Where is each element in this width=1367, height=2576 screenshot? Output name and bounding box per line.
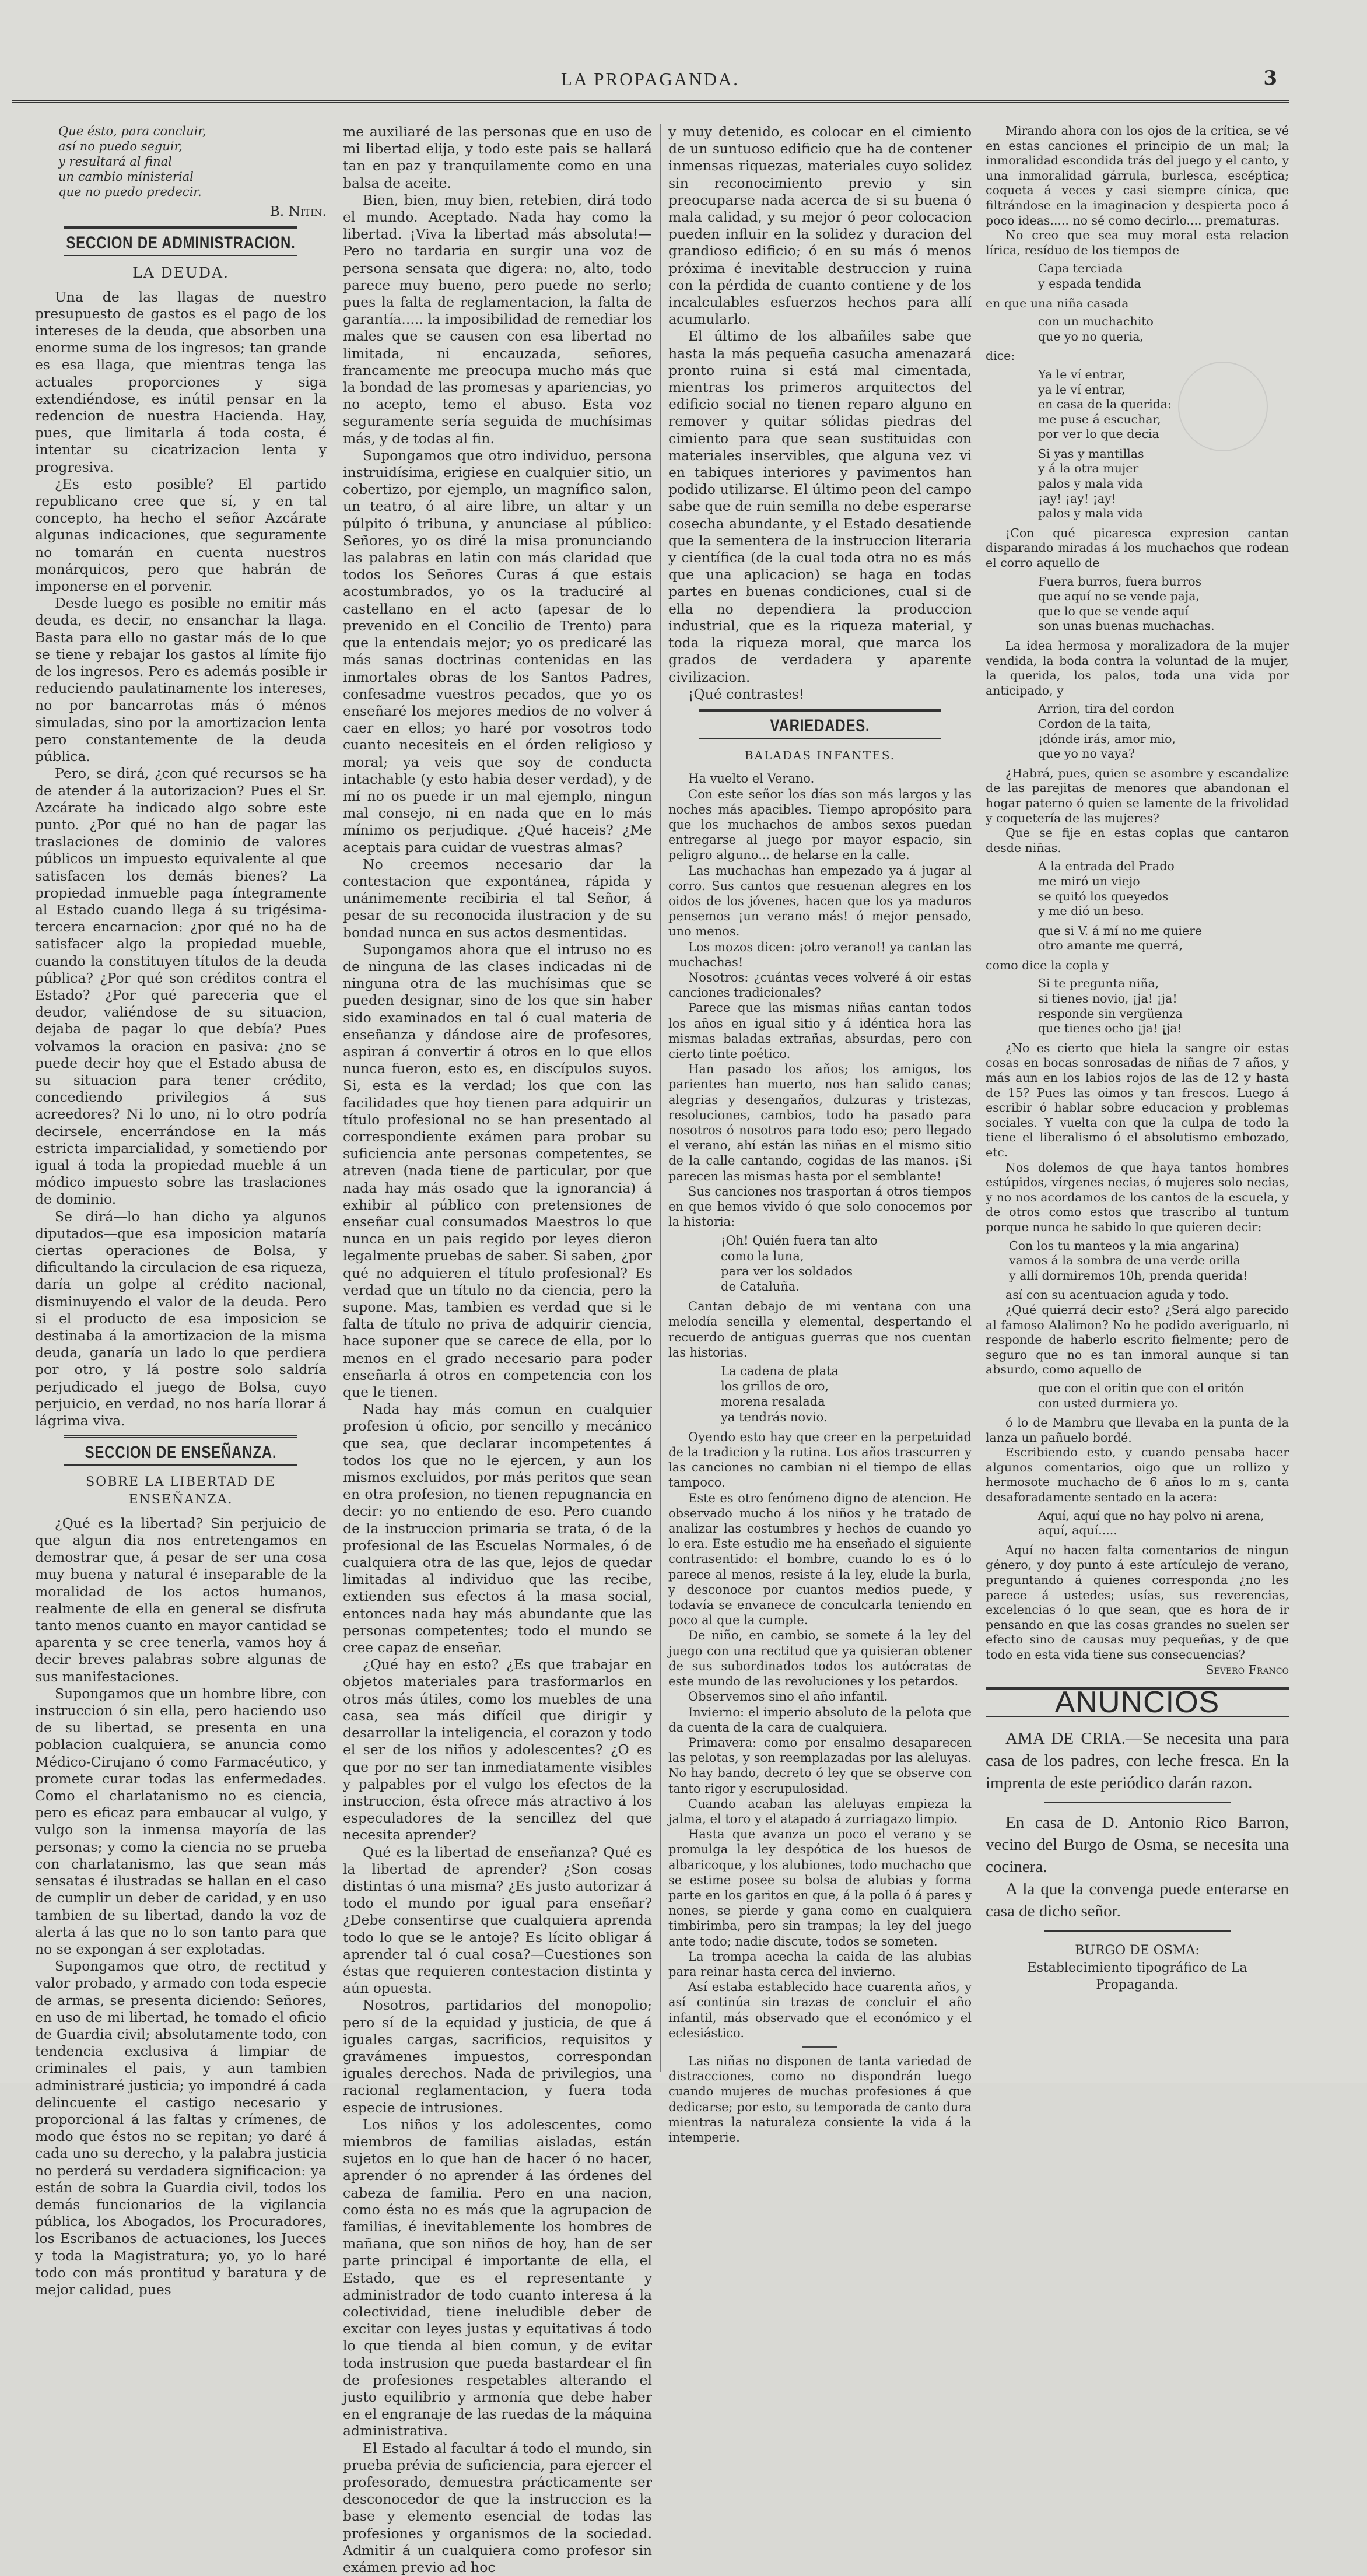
article-text: dice: xyxy=(986,349,1015,363)
verse: palos y mala vida xyxy=(1038,476,1143,491)
section-heading-variedades: VARIEDADES. xyxy=(699,709,941,739)
verse: para ver los soldados xyxy=(721,1264,853,1278)
song-verse xyxy=(721,1233,972,1294)
verse: Cordon de la taita, xyxy=(1038,716,1152,731)
advertisements xyxy=(986,1727,1289,1993)
verse: en casa de la querida: xyxy=(1038,397,1172,412)
article-paragraph: Parece que las mismas niñas cantan todos los años en igual sitio y á idéntica hora las mismas baladas extrañas, absurdas, pero con cierto tinte poético. xyxy=(668,1001,972,1061)
article-paragraph: Nada hay más comun en cualquier profesion ú oficio, por sencillo y mecánico que sea, que declarar incompetentes á todos los que no le ejercen, y aun los mismos excluidos, por más peritos que sean en otra profesion, no tienen repugnancia en decir: yo no entiendo de eso. Pero cuando de la instruccion primaria se trata, ó de la profesional de las Escuelas Normales, ó de cualquiera otra de las que, lejos de quedar limitadas al individuo que las recibe, extienden sus efectos á la masa social, entonces nada hay más abundante que las personas competentes; todo el mundo se cree capaz de enseñar. xyxy=(343,1401,652,1656)
column-2 xyxy=(343,124,652,2576)
verse: La cadena de plata xyxy=(721,1364,839,1379)
verse: Ya le ví entrar, xyxy=(1038,367,1126,381)
article-paragraph: No creo que sea muy moral esta relacion lírica, resíduo de los tiempos de xyxy=(986,228,1289,257)
ad-ama-de-cria: AMA DE CRIA.—Se necesita una para casa de los padres, con leche fresca. En la imprenta de este periódico darán razon. xyxy=(986,1729,1289,1793)
verse: y me dió un beso. xyxy=(1038,904,1144,919)
column-divider xyxy=(660,124,661,2072)
verse: ¡ay! ¡ay! ¡ay! xyxy=(1038,491,1116,506)
poem-ending xyxy=(58,124,327,199)
verse: A la entrada del Prado xyxy=(1038,859,1175,874)
verse: me miró un viejo xyxy=(1038,874,1140,888)
verse: como la luna, xyxy=(721,1249,804,1263)
verse: morena resalada xyxy=(721,1394,825,1409)
article-paragraph: Este es otro fenómeno digno de atencion. He observado mucho á los niños y he tratado de analizar las costumbres y hechos de cuando yo lo era. Este estudio me ha enseñado el siguiente contrasentido: el hombre, cuando lo es ó lo parece al menos, resiste á la ley, elude la burla, y desconoce por cuantos medios puede, y todavía se envanece de conculcarla teniendo en poco al que la cumple. xyxy=(668,1491,972,1628)
verse: me puse á escuchar, xyxy=(1038,412,1161,426)
separator xyxy=(1044,1930,1231,1932)
section-heading-ensenanza: SECCION DE ENSEÑANZA. xyxy=(64,1435,297,1466)
verse: que aquí no se vende paja, xyxy=(1038,589,1200,604)
article-paragraph: El Estado al facultar á todo el mundo, sin prueba prévia de suficiencia, para ejercer el profesorado, demuestra prácticamente ser desconocedor de que la instruccion es la base y elemento esencial de todas las profesiones y organismos de la sociedad. Admitir á un cualquiera como profesor sin exámen previo ad hoc xyxy=(343,2440,652,2576)
verse: aquí, aquí..... xyxy=(1038,1523,1117,1538)
article-paragraph: Se dirá—lo han dicho ya algunos diputados—que esa imposicion mataría ciertas operaciones de Bolsa, y dificultando la circulacion de esa riqueza, daría un golpe al crédito nacional, disminuyendo el valor de la deuda. Pero si el producto de esa imposicion se destinaba á la amortizacion de la misma deuda, ganaría un lado lo que perdiera por otro, y lá postre solo saldría perjudicado el juego de Bolsa, cuyo perjuicio, en verdad, no nos haría llorar á lágrima viva. xyxy=(35,1208,327,1429)
article-paragraph: Primavera: como por ensalmo desaparecen las pelotas, y son reemplazadas por las aleluyas. No hay bando, decreto ó ley que se observe con tanto rigor y escrupulosidad. xyxy=(668,1735,972,1796)
verse: vamos á la sombra de una verde orilla xyxy=(1009,1253,1240,1268)
verse: así no puedo seguir, xyxy=(58,139,183,153)
article-paragraph: Bien, bien, muy bien, retebien, dirá todo el mundo. Aceptado. Nada hay como la libertad. ¡Viva la libertad más absoluta!—Pero no tardaria en surgir una voz de persona sensata que digera: no, alto, todo parece muy bueno, pero puede no serlo; pues la falta de reglamentacion, la falta de garantía..... la imposibilidad de remediar los males que se causen con esa libertad no limitada, ni encauzada, señores, francamente me preocupa mucho más que la bondad de las promesas y apariencias, yo no acepto, temo el abuso. Esta voz seguramente sería seguida de muchísimas más, y de todas al fin. xyxy=(343,191,652,447)
song-verse xyxy=(1038,859,1289,919)
article-paragraph: ¿Qué es la libertad? Sin perjuicio de que algun dia nos entretengamos en demostrar que, á pesar de ser una cosa muy buena y natural é inseparable de la moralidad de los actos humanos, realmente de ella en general se disfruta tanto menos cuanto en mayor cantidad se aparenta y se cree tenerla, vamos hoy á decir breves palabras sobre algunas de sus manifestaciones. xyxy=(35,1515,327,1685)
song-verse xyxy=(1009,1239,1289,1284)
section-heading-administracion: SECCION DE ADMINISTRACION. xyxy=(64,226,297,256)
verse: que con el oritin que con el oritón xyxy=(1038,1380,1245,1395)
article-paragraph: ¡Con qué picaresca expresion cantan disparando miradas á los muchachos que rodean el corro aquello de xyxy=(986,525,1289,570)
ad-cocinera-contact: A la que la convenga puede enterarse en casa de dicho señor. xyxy=(986,1880,1289,1921)
article-paragraph: Nos dolemos de que haya tantos hombres estúpidos, vírgenes necias, ó mujeres solo necias, y no nos acordamos de los cantos de la escuela, y de otros como estos que trascribo al tuntum porque nunca he sabido lo que quieren decir: xyxy=(986,1160,1289,1234)
song-verse xyxy=(1038,1509,1289,1538)
article-paragraph: así con su acentuacion aguda y todo. xyxy=(1005,1288,1229,1302)
article-paragraph: me auxiliaré de las personas que en uso de mi libertad elija, y todo este pais se hallará tan en paz y tranquilamente como en una balsa de aceite. xyxy=(343,124,652,191)
article-paragraph: ¡Qué contrastes! xyxy=(688,685,805,702)
newspaper-title: LA PROPAGANDA. xyxy=(560,69,740,89)
article-paragraph: Han pasado los años; los amigos, los parientes han muerto, nos han salido canas; alegrias y desengaños, dulzuras y tristezas, resoluciones, cambios, todo ha pasado para nosotros ó nosotros para todo eso; pero llegado el verano, ahí están las niñas en el mismo sitio de la calle cantando, cogidas de las manos. ¡Si parecen las mismas hasta por el semblante! xyxy=(668,1062,972,1183)
verse: que si V. á mí no me quiere xyxy=(1038,923,1203,938)
article-paragraph: Pero, se dirá, ¿con qué recursos se ha de atender á la autorizacion? Pues el Sr. Azcárate ha indicado algo sobre este punto. ¿Por qué no han de pagar las traslaciones de dominio de valores públicos un impuesto equivalente al que satisfacen los demás bienes? La propiedad inmueble paga íntegramente al Estado cuando llega á su trigésima-tercera encarnacion: ¿por qué no ha de satisfacer algo la propiedad mueble, cuando la constituyen títulos de la deuda pública? ¿Por qué son créditos contra el Estado? ¿Por qué pareceria que el deudor, valiéndose de su situacion, dejaba de pagar lo que debía? Pues volvamos la oracion en pasiva: ¿no se puede decir hoy que el Estado abusa de su situacion para tener crédito, concediendo privilegios á sus acreedores? Ni lo uno, ni lo otro podría decirsele, encerrándose en la más estricta imparcialidad, y sometiendo por igual á toda la propiedad mueble á un módico impuesto sobre las traslaciones de dominio. xyxy=(35,765,327,1208)
verse: por ver lo que decia xyxy=(1038,427,1159,441)
verse: Fuera burros, fuera burros xyxy=(1038,574,1202,588)
article-paragraph: Nosotros: ¿cuántas veces volveré á oir estas canciones tradicionales? xyxy=(668,970,972,1000)
verse: otro amante me querrá, xyxy=(1038,938,1183,953)
verse: Si yas y mantillas xyxy=(1038,446,1144,461)
article-paragraph: Los niños y los adolescentes, como miembros de familias aisladas, están sujetos en lo que han de hacer ó no hacer, aprender ó no aprender á las órdenes del cabeza de familia. Pero en una nacion, como ésta no es más que la agrupacion de familias, é inevitablemente los hombres de mañana, que son niños de hoy, han de ser parte principal é importante de ella, el Estado, que es el representante y administrador de todo cuanto interesa á la colectividad, tiene ineludible deber de excitar con leyes justas y equitativas á todo lo que tienda al bien comun, y de evitar toda instrusion que pueda bastardear el fin de profesiones respetables alterando el justo equilibrio y armonía que debe haber en el engranaje de las ruedas de la máquina administrativa. xyxy=(343,2116,652,2440)
verse: Arrion, tira del cordon xyxy=(1038,702,1175,716)
verse: palos y mala vida xyxy=(1038,506,1143,521)
article-paragraph: ¿Habrá, pues, quien se asombre y escandalize de las parejitas de menores que abandonan el hogar paterno ó quien se lamente de la frivolidad y coquetería de las mujeres? xyxy=(986,766,1289,825)
article-paragraph: Hasta que avanza un poco el verano y se promulga la ley despótica de los huesos de albaricoque, y los alubiones, todo muchacho que se estime posee su bolsa de alubias y forma parte en los garitos en que, á la polla ó á pares y nones, se pierde y gana como en cualquiera timbirimba, pero sin trampas; la ley del juego ante todo; nadie discute, todos se someten. xyxy=(668,1827,972,1948)
verse: con un muchachito xyxy=(1038,314,1154,329)
song-verse xyxy=(1038,314,1289,344)
verse: ¡dónde irás, amor mio, xyxy=(1038,731,1176,746)
article-paragraph: Invierno: el imperio absoluto de la pelota que da cuenta de la cara de cualquiera. xyxy=(668,1705,972,1734)
column-3 xyxy=(668,124,972,2144)
verse: de Cataluña. xyxy=(721,1280,800,1294)
article-paragraph: ó lo de Mambru que llevaba en la punta de la lanza un pañuelo bordé. xyxy=(986,1415,1289,1445)
article-paragraph: De niño, en cambio, se somete á la ley del juego con una rectitud que ya quisieran obtener de sus subordinados todos los autócratas de este mundo de las revoluciones y los petardos. xyxy=(668,1628,972,1689)
column-1 xyxy=(35,124,327,2298)
song-verse xyxy=(721,1364,972,1425)
verse: Con los tu manteos y la mia angarina) xyxy=(1009,1238,1239,1253)
article-title-baladas: BALADAS INFANTES. xyxy=(744,748,896,763)
column-4 xyxy=(986,124,1289,2072)
verse: y allí dormiremos 10h, prenda querida! xyxy=(1009,1268,1248,1282)
verse: ya tendrás novio. xyxy=(721,1410,828,1424)
verse: que yo no vaya? xyxy=(1038,746,1135,761)
article-paragraph: Qué es la libertad de enseñanza? Qué es la libertad de aprender? ¿Son cosas distintas ó una misma? ¿Es justo autorizar á todo el mundo por igual para enseñar? ¿Debe consentirse que cualquiera aprenda todo lo que se le antoje? Es lícito obligar á aprender tal ó cual cosa?—Cuestiones son éstas que requieren contestacion distinta y aún opuesta. xyxy=(343,1843,652,1997)
article-paragraph: Así estaba establecido hace cuarenta años, y así continúa sin trazas de concluir el año infantil, más observado que el económico y el eclesiástico. xyxy=(668,1980,972,2040)
article-paragraph: Con este señor los días son más largos y las noches más apacibles. Tiempo apropósito para que los muchachos de ambos sexos puedan entregarse al juego por mayor espacio, sin peligro alguno... de helarse en la calle. xyxy=(668,787,972,863)
song-verse xyxy=(1038,976,1289,1036)
article-paragraph: Escribiendo esto, y cuando pensaba hacer algunos comentarios, oigo que un rollizo y hermosote muchacho de 6 años lo m s, canta desaforadamente sentado en la acera: xyxy=(986,1445,1289,1505)
verse: Capa terciada xyxy=(1038,261,1123,276)
article-paragraph: Oyendo esto hay que creer en la perpetuidad de la tradicion y la rutina. Los años trascurren y las canciones no cambian ni el tiempo de ellas tampoco. xyxy=(668,1429,972,1490)
article-paragraph: ¿No es cierto que hiela la sangre oir estas cosas en bocas sonrosadas de niñas de 7 años, y más aun en los labios rojos de las de 12 y hasta de 15? Pues las oimos y tan frescos. Luego á escribir ó hablar sobre educacion y problemas sociales. Y vuelta con que la culpa de todo la tiene el liberalismo ó el absolutismo embozado, etc. xyxy=(986,1040,1289,1159)
article-paragraph: Las muchachas han empezado ya á jugar al corro. Sus cantos que resuenan alegres en los oidos de los jóvenes, hacen que los ya maduros pensemos ¡un verano más! ó mejor pensado, uno menos. xyxy=(668,863,972,939)
article-paragraph: Supongamos ahora que el intruso no es de ninguna de las clases indicadas ni de ninguna otra de las muchísimas que se pueden designar, sino de los que sin haber sido examinados en tal ó cual materia de enseñanza y dándose aire de profesores, aspiran á convertir á otros en lo que ellos nunca fueron, esto es, en discípulos suyos. Si, esta es la verdad; los que con las facilidades que hoy tienen para adquirir un título profesional no se han presentado al correspondiente exámen para probar su suficiencia ante personas competentes, se atreven (nada tiene de particular, por que nada hay más osado que la ignorancia) á exhibir al público con pretensiones de enseñar cual consumados Maestros lo que nunca en un pais regido por leyes dieron legalmente pruebas de saber. Si saben, ¿por qué no adquieren el título profesional? Es verdad que un título no da ciencia, pero la supone. Mas, tambien es verdad que si le falta de título no priva de adquirir ciencia, hace suponer que se carece de ella, por lo menos en el grado necesario para poder enseñarla á otros en competencia con los que le tienen. xyxy=(343,941,652,1401)
article-paragraph: Supongamos que un hombre libre, con instruccion ó sin ella, pero haciendo uso de su libertad, se presenta en una poblacion cualquiera, se anuncia como Médico-Cirujano ó como Farmacéutico, y promete curar todas las enfermedades. Como el charlatanismo no es ciencia, pero es eficaz para embaucar al vulgo, y vulgo son la inmensa mayoría de las personas; y como la ciencia no se prueba con charlatanismo, las que sean más sensatas é ilustradas se hallan en el caso de cumplir un deber de caridad, y en uso tambien de su libertad, dando la voz de alerta á las que no lo son tanto para que no se expongan á ser explotadas. xyxy=(35,1685,327,1957)
verse: que no puedo predecir. xyxy=(58,185,202,199)
verse: un cambio ministerial xyxy=(58,170,194,184)
verse: se quitó los queyedos xyxy=(1038,889,1169,903)
song-verse xyxy=(1038,447,1289,521)
article-paragraph: Que se fije en estas coplas que cantaron desde niñas. xyxy=(986,826,1289,855)
imprint-printer: Establecimiento tipográfico de La Propaganda. xyxy=(1027,1960,1247,1992)
article-paragraph: El último de los albañiles sabe que hasta la más pequeña casucha amenazará pronto ruina si está mal cimentada, mientras los primeros arquitectos del edificio social no tienen reparo alguno en remover y quitar sólidas piedras del cimiento para que sean sustituidas con materiales inservibles, que alguna vez vi en tabiques interiores y pavimentos han podido utilizarse. El último peon del campo sabe que de ruin semilla no debe esperarse cosecha abundante, y el Estado desatiende que la sementera de la instruccion literaria y científica (de la cual toda otra no es más que una aplicacion) se haga en todas partes en buenas condiciones, cual si de ella no dependiera la produccion industrial, que es la riqueza material, y toda la riqueza moral, que marca los grados de verdadera y aparente civilizacion. xyxy=(668,328,972,685)
masthead xyxy=(12,65,1289,103)
article-paragraph: Los mozos dicen: ¡otro verano!! ya cantan las muchachas! xyxy=(668,940,972,969)
verse: Si te pregunta niña, xyxy=(1038,976,1159,991)
article-paragraph: Mirando ahora con los ojos de la crítica, se vé en estas canciones el principio de un mal; la inmoralidad escondida trás del juego y el canto, y una inmoralidad gárrula, burlesca, escéptica; coqueta á veces y casi siempre cínica, que filtrándose en la imaginacion y despierta poco á poco ideas..... no sé como decirlo.... prematuras. xyxy=(986,124,1289,227)
verse: que lo que se vende aquí xyxy=(1038,604,1189,618)
article-paragraph: Sus canciones nos trasportan á otros tiempos en que hemos vivido ó que solo conocemos por la historia: xyxy=(668,1184,972,1229)
poem-signature: B. Nitin. xyxy=(269,203,327,219)
article-signature: Severo Franco xyxy=(1205,1662,1289,1677)
verse: y espada tendida xyxy=(1038,276,1141,290)
verse: si tienes novio, ¡ja! ¡ja! xyxy=(1038,991,1177,1006)
verse: con usted durmiera yo. xyxy=(1038,1396,1179,1410)
article-paragraph: Supongamos que otro individuo, persona instruidísima, erigiese en cualquier sitio, un cobertizo, por ejemplo, un magnífico salon, un teatro, ó al aire libre, un altar y un púlpito ó tribuna, y anunciase al público: Señores, yo os diré la misa pronunciando las palabras en latin con más claridad que todos los Señores Curas á que estais acostumbrados, yo os la traduciré al castellano en el acto (apesar de lo prevenido en el Concilio de Trento) para que la entendais mejor; yo os predicaré las más sanas doctrinas contenidas en las inmortales obras de los Santos Padres, confesadme vuestros pecados, que yo os enseñaré los mejores medios de no volver á caer en ellos; yo haré por vosotros todo cuanto necesiteis en el órden religioso y moral; ya veis que soy de conducta intachable (y esto habia deser verdad), y de mí no os puede ir un mal ejemplo, ningun mal consejo, ni en nada que en lo más mínimo os perjudique. ¿Qué haceis? ¿Me aceptais para cuidar de vuestras almas? xyxy=(343,447,652,856)
article-paragraph: ¿Qué quierrá decir esto? ¿Será algo parecido al famoso Alalimon? No he podido averiguarlo, ni responde de haberlo escrito fielmente; pero de seguro que no es tan inmoral aunque si tan absurdo, como aquello de xyxy=(986,1302,1289,1377)
article-text: en que una niña casada xyxy=(986,296,1129,310)
article-paragraph: Nosotros, partidarios del monopolio; pero sí de la equidad y justicia, de que á iguales cargas, sacrificios, requisitos y gravámenes impuestos, correspondan iguales derechos. Nada de privilegios, una racional reglamentacion, y fuera toda especie de intrusiones. xyxy=(343,1997,652,2116)
verse: los grillos de oro, xyxy=(721,1379,829,1394)
separator xyxy=(802,2046,837,2048)
song-verse xyxy=(1038,261,1289,291)
article-paragraph: No creemos necesario dar la contestacion que expontánea, rápida y unánimemente recibiria el tal Señor, á pesar de su reconocida ilustracion y de su bondad nunca en sus actos desmentidas. xyxy=(343,856,652,941)
article-paragraph: La trompa acecha la caida de las alubias para reinar hasta cerca del invierno. xyxy=(668,1949,972,1979)
verse: y resultará al final xyxy=(58,155,172,169)
verse: Aquí, aquí que no hay polvo ni arena, xyxy=(1038,1508,1264,1523)
article-paragraph: Cuando acaban las aleluyas empieza la jalma, el toro y el atapado á zurriagazo limpio. xyxy=(668,1796,972,1826)
article-title-deuda: LA DEUDA. xyxy=(132,264,229,282)
page-number: 3 xyxy=(1263,66,1277,90)
verse: responde sin vergüenza xyxy=(1038,1006,1183,1021)
article-paragraph: Aquí no hacen falta comentarios de ningun género, y doy punto á este artículejo de verano, preguntando á quienes corresponda ¿no les parece á ustedes; usías, sus reverencias, excelencias ó lo que sean, que es hora de ir pensando en que las cosas grandes no suelen ser efecto sino de causas muy pequeñas, y de que todo en esta vida tiene sus consecuencias? xyxy=(986,1543,1289,1662)
article-paragraph: ¿Qué hay en esto? ¿Es que trabajar en objetos materiales para trasformarlos en otros más útiles, como los muebles de una casa, sea más difícil que dirigir y desarrollar la inteligencia, el corazon y todo el ser de los niños y adolescentes? ¿O es que por no ser tan inmediatamente visibles y palpables por el vulgo los efectos de la instruccion, ésta ofrece más atractivo á los especuladores de la sencillez del que necesita aprender? xyxy=(343,1656,652,1843)
article-paragraph: Una de las llagas de nuestro presupuesto de gastos es el pago de los intereses de la deuda, que absorben una enorme suma de los ingresos; tan grande es esa llaga, que mientras tenga las actuales proporciones y siga extendiéndose, es inútil pensar en la redencion de nuestra Hacienda. Hay, pues, que limitarla á toda costa, é intentar su cicatrizacion lenta y progresiva. xyxy=(35,288,327,475)
song-verse xyxy=(1038,1381,1289,1411)
article-paragraph: ¿Es esto posible? El partido republicano cree que sí, y en tal concepto, ha hecho el señor Azcárate algunas indicaciones, que seguramente no tomarán en cuenta nuestros monárquicos, pero que habrán de imponerse en el porvenir. xyxy=(35,475,327,595)
article-paragraph: Cantan debajo de mi ventana con una melodía sencilla y elemental, despertando el recuerdo de antiguas guerras que nos cuentan las historias. xyxy=(668,1299,972,1359)
song-verse xyxy=(1038,367,1289,442)
verse: que tienes ocho ¡ja! ¡ja! xyxy=(1038,1021,1182,1036)
imprint-place: BURGO DE OSMA: xyxy=(1075,1943,1200,1958)
verse: y á la otra mujer xyxy=(1038,461,1139,476)
article-paragraph: Observemos sino el año infantil. xyxy=(688,1690,888,1704)
verse: son unas buenas muchachas. xyxy=(1038,619,1215,633)
song-verse xyxy=(1038,574,1289,634)
song-verse xyxy=(1038,702,1289,761)
article-paragraph: Supongamos que otro, de rectitud y valor probado, y armado con toda especie de armas, se presenta diciendo: Señores, en uso de mi libertad, he tomado el oficio de Guardia civil; absolutamente todo, con tendencia exclusiva á limpiar de criminales el pais, y aun tambien administraré justicia; yo impondré á cada delincuente el castigo necesario y proporcional á las faltas y crímenes, de modo que éstos no se repitan; yo daré á cada uno su derecho, y la palabra justicia no perderá su verdadera significacion: ya están de sobra la Guardia civil, todos los demás funcionarios de la vigilancia pública, los Abogados, los Procuradores, los Escribanos de actuaciones, los Jueces y toda la Magistratura; yo, yo lo haré todo con más prontitud y baratura y de mejor calidad, pues xyxy=(35,1958,327,2298)
article-paragraph: Desde luego es posible no emitir más deuda, es decir, no ensanchar la llaga. Basta para ello no gastar más de lo que se tiene y rebajar los gastos al límite fijo de los ingresos. Pero es además posible ir reduciendo paulatinamente los intereses, no por bancarrotas más ó ménos simuladas, sino por la amortizacion lenta pero constantemente de la deuda pública. xyxy=(35,595,327,765)
ad-cocinera: En casa de D. Antonio Rico Barron, vecino del Burgo de Osma, se necesita una cocinera. xyxy=(986,1813,1289,1877)
article-text: como dice la copla y xyxy=(986,958,1109,972)
verse: ya le ví entrar, xyxy=(1038,382,1126,397)
article-paragraph: La idea hermosa y moralizadora de la mujer vendida, la boda contra la voluntad de la mujer, la querida, los palos, toda una vida por anticipado, y xyxy=(986,639,1289,698)
verse: que yo no queria, xyxy=(1038,329,1144,344)
section-heading-anuncios: ANUNCIOS xyxy=(986,1687,1289,1717)
article-title-libertad: SOBRE LA LIBERTAD DE ENSEÑANZA. xyxy=(86,1475,276,1507)
article-paragraph: Ha vuelto el Verano. xyxy=(688,772,815,786)
verse: ¡Oh! Quién fuera tan alto xyxy=(721,1233,878,1248)
song-verse xyxy=(1038,924,1289,954)
separator xyxy=(1044,1802,1231,1803)
article-paragraph: y muy detenido, es colocar en el cimiento de un suntuoso edificio que ha de contener inmensas riquezas, materiales cuyo solidez sin reconocimiento previo y sin preocuparse nada acerca de si su buena ó mala calidad, y su mejor ó peor colocacion pueden influir en la solidez y duracion del grandioso edificio; ó en su más ó menos próxima é inevitable destruccion y ruina con la pérdida de cuanto contiene y de los incalculables esfuerzos hechos para allí acumularlo. xyxy=(668,124,972,328)
article-paragraph: Las niñas no disponen de tanta variedad de distracciones, como no dispondrán luego cuando mujeres de muchas profesiones á que dedicarse; por esto, su temporada de canto dura mientras la naturaleza consiente la vida á la intemperie. xyxy=(668,2053,972,2144)
verse: Que ésto, para concluir, xyxy=(58,124,206,138)
